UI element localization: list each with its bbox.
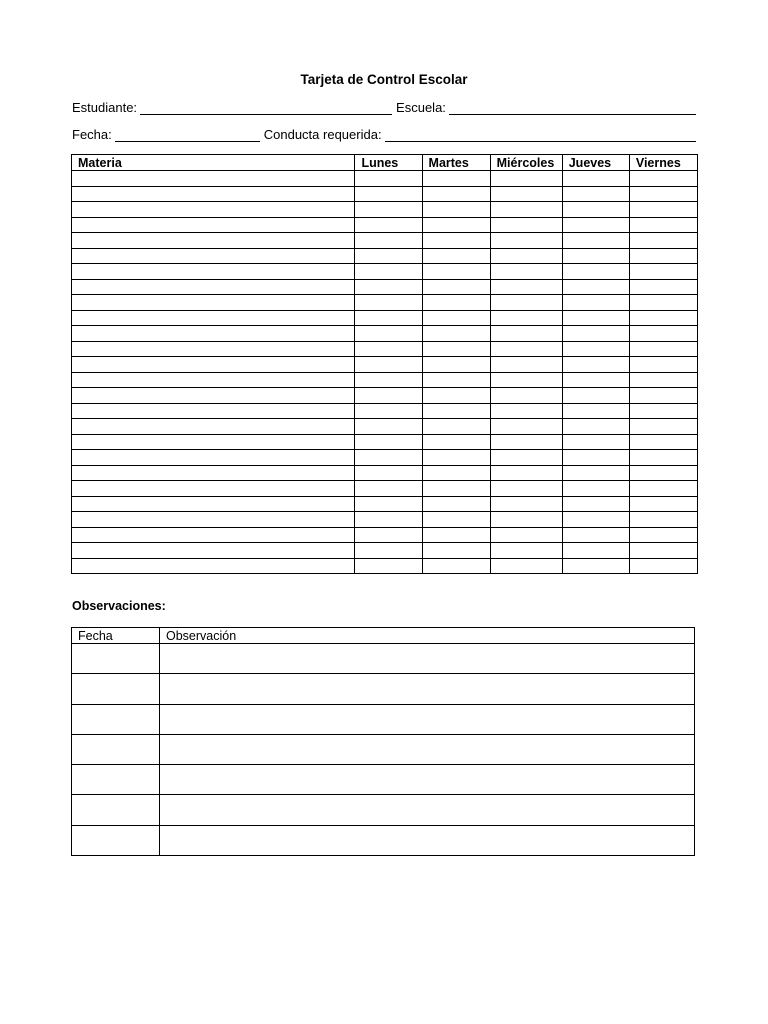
obs-cell[interactable] — [72, 704, 160, 734]
table-row — [72, 419, 698, 435]
main-cell[interactable] — [422, 527, 490, 543]
main-cell[interactable] — [629, 527, 697, 543]
obs-cell[interactable] — [160, 795, 695, 825]
table-row — [72, 310, 698, 326]
table-row — [72, 558, 698, 574]
main-cell[interactable] — [72, 357, 355, 373]
main-cell[interactable] — [490, 450, 562, 466]
main-cell[interactable] — [355, 310, 422, 326]
main-cell[interactable] — [355, 217, 422, 233]
main-cell[interactable] — [490, 326, 562, 342]
main-cell[interactable] — [629, 202, 697, 218]
main-cell[interactable] — [490, 171, 562, 187]
main-cell[interactable] — [355, 295, 422, 311]
table-row — [72, 734, 695, 764]
main-cell[interactable] — [490, 186, 562, 202]
main-cell[interactable] — [355, 434, 422, 450]
main-cell[interactable] — [490, 527, 562, 543]
table-row — [72, 186, 698, 202]
main-cell[interactable] — [72, 434, 355, 450]
main-cell[interactable] — [422, 341, 490, 357]
main-header-2: Martes — [422, 155, 490, 171]
main-cell[interactable] — [72, 558, 355, 574]
table-row — [72, 171, 698, 187]
main-cell[interactable] — [629, 186, 697, 202]
table-row — [72, 341, 698, 357]
main-cell[interactable] — [490, 341, 562, 357]
main-cell[interactable] — [562, 295, 629, 311]
obs-cell[interactable] — [160, 644, 695, 674]
obs-cell[interactable] — [72, 674, 160, 704]
main-cell[interactable] — [490, 310, 562, 326]
main-cell[interactable] — [72, 341, 355, 357]
main-cell[interactable] — [422, 295, 490, 311]
student-field[interactable] — [140, 102, 392, 115]
main-cell[interactable] — [422, 326, 490, 342]
main-cell[interactable] — [72, 279, 355, 295]
main-cell[interactable] — [629, 481, 697, 497]
main-cell[interactable] — [355, 357, 422, 373]
obs-cell[interactable] — [72, 825, 160, 855]
main-cell[interactable] — [422, 186, 490, 202]
table-row — [72, 295, 698, 311]
main-cell[interactable] — [629, 310, 697, 326]
main-cell[interactable] — [422, 450, 490, 466]
table-row — [72, 825, 695, 855]
main-cell[interactable] — [562, 372, 629, 388]
table-row — [72, 496, 698, 512]
main-cell[interactable] — [355, 248, 422, 264]
table-row — [72, 388, 698, 404]
table-row — [72, 765, 695, 795]
obs-cell[interactable] — [72, 644, 160, 674]
main-cell[interactable] — [72, 481, 355, 497]
main-cell[interactable] — [422, 481, 490, 497]
main-cell[interactable] — [562, 264, 629, 280]
main-cell[interactable] — [490, 279, 562, 295]
table-row — [72, 450, 698, 466]
behavior-field[interactable] — [385, 129, 696, 142]
main-cell[interactable] — [629, 419, 697, 435]
main-cell[interactable] — [490, 202, 562, 218]
main-cell[interactable] — [72, 171, 355, 187]
main-cell[interactable] — [72, 217, 355, 233]
main-cell[interactable] — [490, 388, 562, 404]
main-cell[interactable] — [562, 496, 629, 512]
main-cell[interactable] — [490, 403, 562, 419]
table-row — [72, 202, 698, 218]
main-cell[interactable] — [422, 248, 490, 264]
page-title: Tarjeta de Control Escolar — [300, 72, 468, 87]
main-cell[interactable] — [422, 264, 490, 280]
table-row — [72, 372, 698, 388]
main-cell[interactable] — [490, 233, 562, 249]
main-cell[interactable] — [629, 543, 697, 559]
main-cell[interactable] — [562, 357, 629, 373]
table-row — [72, 674, 695, 704]
main-cell[interactable] — [355, 512, 422, 528]
table-header-row — [72, 155, 698, 171]
main-cell[interactable] — [629, 233, 697, 249]
table-row — [72, 248, 698, 264]
main-cell[interactable] — [562, 217, 629, 233]
main-cell[interactable] — [422, 217, 490, 233]
main-cell[interactable] — [562, 419, 629, 435]
main-cell[interactable] — [355, 527, 422, 543]
main-cell[interactable] — [355, 171, 422, 187]
main-cell[interactable] — [490, 264, 562, 280]
main-cell[interactable] — [629, 388, 697, 404]
table-row — [72, 543, 698, 559]
main-cell[interactable] — [629, 326, 697, 342]
table-row — [72, 217, 698, 233]
main-cell[interactable] — [355, 481, 422, 497]
main-cell[interactable] — [422, 465, 490, 481]
main-cell[interactable] — [422, 512, 490, 528]
observations-table — [71, 627, 695, 856]
main-cell[interactable] — [422, 496, 490, 512]
table-row — [72, 264, 698, 280]
main-cell[interactable] — [562, 481, 629, 497]
main-cell[interactable] — [562, 450, 629, 466]
main-cell[interactable] — [562, 279, 629, 295]
main-cell[interactable] — [355, 388, 422, 404]
main-cell[interactable] — [355, 496, 422, 512]
main-cell[interactable] — [562, 233, 629, 249]
main-cell[interactable] — [629, 403, 697, 419]
school-label: Escuela: — [396, 100, 446, 115]
main-cell[interactable] — [490, 558, 562, 574]
main-cell[interactable] — [422, 202, 490, 218]
obs-cell[interactable] — [72, 795, 160, 825]
main-cell[interactable] — [422, 279, 490, 295]
main-cell[interactable] — [562, 403, 629, 419]
table-row — [72, 465, 698, 481]
main-cell[interactable] — [562, 326, 629, 342]
observations-header-row — [72, 628, 695, 644]
main-cell[interactable] — [562, 310, 629, 326]
main-cell[interactable] — [72, 527, 355, 543]
obs-cell[interactable] — [72, 734, 160, 764]
main-header-0: Materia — [72, 155, 355, 171]
table-row — [72, 403, 698, 419]
main-cell[interactable] — [355, 326, 422, 342]
main-cell[interactable] — [562, 186, 629, 202]
main-cell[interactable] — [562, 527, 629, 543]
main-cell[interactable] — [629, 512, 697, 528]
date-field[interactable] — [115, 129, 260, 142]
main-cell[interactable] — [629, 465, 697, 481]
main-cell[interactable] — [72, 295, 355, 311]
main-cell[interactable] — [72, 496, 355, 512]
main-cell[interactable] — [355, 372, 422, 388]
main-cell[interactable] — [355, 279, 422, 295]
main-cell[interactable] — [629, 217, 697, 233]
main-cell[interactable] — [72, 202, 355, 218]
table-row — [72, 279, 698, 295]
main-cell[interactable] — [562, 388, 629, 404]
main-cell[interactable] — [422, 310, 490, 326]
main-cell[interactable] — [355, 186, 422, 202]
main-cell[interactable] — [422, 171, 490, 187]
main-cell[interactable] — [422, 558, 490, 574]
main-cell[interactable] — [629, 434, 697, 450]
main-cell[interactable] — [490, 295, 562, 311]
main-cell[interactable] — [490, 465, 562, 481]
table-row — [72, 644, 695, 674]
main-cell[interactable] — [72, 543, 355, 559]
obs-cell[interactable] — [160, 765, 695, 795]
observations-label: Observaciones: — [72, 599, 166, 613]
date-label: Fecha: — [72, 127, 112, 142]
main-cell[interactable] — [355, 558, 422, 574]
main-cell[interactable] — [72, 310, 355, 326]
obs-cell[interactable] — [160, 825, 695, 855]
main-cell[interactable] — [562, 434, 629, 450]
main-cell[interactable] — [490, 419, 562, 435]
main-cell[interactable] — [629, 357, 697, 373]
main-cell[interactable] — [72, 186, 355, 202]
main-cell[interactable] — [72, 403, 355, 419]
main-header-3: Miércoles — [490, 155, 562, 171]
main-cell[interactable] — [490, 481, 562, 497]
main-cell[interactable] — [422, 388, 490, 404]
table-row — [72, 357, 698, 373]
main-cell[interactable] — [562, 341, 629, 357]
main-cell[interactable] — [355, 403, 422, 419]
obs-cell[interactable] — [160, 734, 695, 764]
table-row — [72, 233, 698, 249]
main-cell[interactable] — [422, 357, 490, 373]
main-cell[interactable] — [490, 372, 562, 388]
main-cell[interactable] — [490, 512, 562, 528]
main-cell[interactable] — [72, 326, 355, 342]
main-cell[interactable] — [72, 248, 355, 264]
main-cell[interactable] — [422, 372, 490, 388]
main-cell[interactable] — [490, 248, 562, 264]
main-header-1: Lunes — [355, 155, 422, 171]
main-cell[interactable] — [562, 202, 629, 218]
weekly-control-table — [71, 154, 698, 574]
main-cell[interactable] — [629, 295, 697, 311]
table-row — [72, 795, 695, 825]
main-cell[interactable] — [629, 264, 697, 280]
main-cell[interactable] — [422, 434, 490, 450]
table-row — [72, 481, 698, 497]
main-cell[interactable] — [72, 264, 355, 280]
main-cell[interactable] — [355, 341, 422, 357]
table-row — [72, 704, 695, 734]
main-cell[interactable] — [422, 233, 490, 249]
main-cell[interactable] — [72, 465, 355, 481]
main-cell[interactable] — [72, 372, 355, 388]
main-cell[interactable] — [490, 217, 562, 233]
main-cell[interactable] — [72, 233, 355, 249]
obs-header-1: Observación — [160, 628, 695, 644]
main-cell[interactable] — [490, 434, 562, 450]
main-cell[interactable] — [355, 450, 422, 466]
main-cell[interactable] — [490, 357, 562, 373]
student-school-line — [72, 100, 696, 115]
main-cell[interactable] — [629, 558, 697, 574]
main-cell[interactable] — [562, 512, 629, 528]
main-cell[interactable] — [422, 419, 490, 435]
main-cell[interactable] — [355, 465, 422, 481]
table-row — [72, 527, 698, 543]
main-cell[interactable] — [562, 543, 629, 559]
main-cell[interactable] — [422, 543, 490, 559]
main-cell[interactable] — [629, 372, 697, 388]
main-cell[interactable] — [562, 465, 629, 481]
main-cell[interactable] — [629, 450, 697, 466]
main-cell[interactable] — [629, 248, 697, 264]
main-cell[interactable] — [490, 496, 562, 512]
main-cell[interactable] — [562, 558, 629, 574]
date-behavior-line — [72, 127, 696, 142]
obs-cell[interactable] — [160, 674, 695, 704]
main-cell[interactable] — [72, 450, 355, 466]
main-cell[interactable] — [562, 248, 629, 264]
behavior-label: Conducta requerida: — [263, 127, 382, 142]
main-cell[interactable] — [355, 419, 422, 435]
obs-header-0: Fecha — [72, 628, 160, 644]
main-header-5: Viernes — [629, 155, 697, 171]
obs-cell[interactable] — [72, 765, 160, 795]
school-field[interactable] — [449, 102, 696, 115]
main-cell[interactable] — [629, 341, 697, 357]
main-cell[interactable] — [355, 202, 422, 218]
main-cell[interactable] — [490, 543, 562, 559]
table-row — [72, 434, 698, 450]
main-cell[interactable] — [562, 171, 629, 187]
main-cell[interactable] — [355, 233, 422, 249]
main-cell[interactable] — [629, 496, 697, 512]
table-row — [72, 512, 698, 528]
main-cell[interactable] — [629, 279, 697, 295]
main-cell[interactable] — [72, 388, 355, 404]
main-cell[interactable] — [72, 512, 355, 528]
student-label: Estudiante: — [72, 100, 138, 115]
main-cell[interactable] — [422, 403, 490, 419]
table-row — [72, 326, 698, 342]
main-cell[interactable] — [355, 264, 422, 280]
main-cell[interactable] — [355, 543, 422, 559]
main-cell[interactable] — [72, 419, 355, 435]
obs-cell[interactable] — [160, 704, 695, 734]
main-cell[interactable] — [629, 171, 697, 187]
main-header-4: Jueves — [562, 155, 629, 171]
